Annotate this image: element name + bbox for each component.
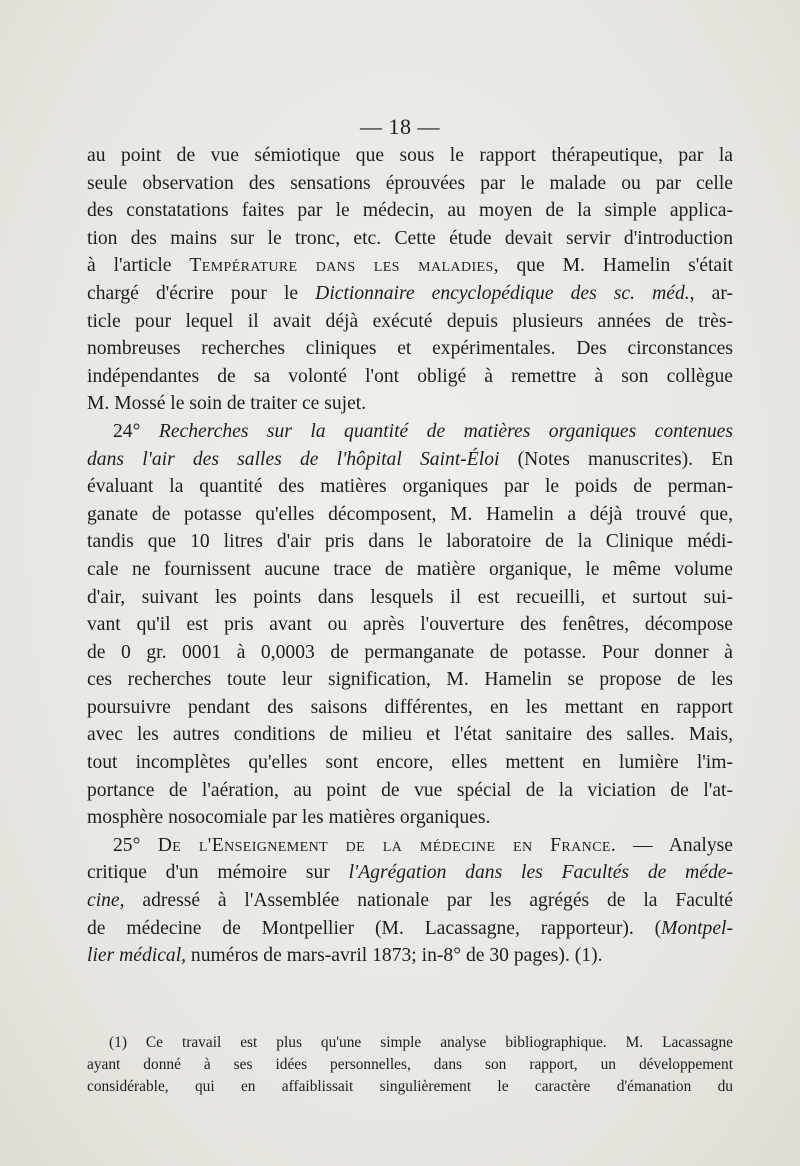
footnote-line: considérable, qui en affaiblissait singulièrement le caractère d'émanation du: [87, 1078, 733, 1095]
text-line: [87, 446, 733, 474]
italic-title: cine,: [87, 890, 125, 912]
text-line: [87, 252, 733, 280]
text-line: [87, 859, 733, 887]
text-line: vant qu'il est pris avant ou après l'ouverture des fenêtres, décompose: [87, 614, 733, 636]
text-run: , ar-: [689, 282, 733, 304]
small-caps-title: Température dans les maladies: [189, 255, 494, 277]
text-line: [87, 887, 733, 915]
paragraph-3: [87, 832, 733, 970]
text-line: portance de l'aération, au point de vue spécial de la viciation de l'at-: [87, 779, 733, 801]
italic-title: Recherches sur la quantité de matières organiques contenues: [158, 420, 733, 442]
text-line: nombreuses recherches cliniques et expérimentales. Des circonstances: [87, 338, 733, 360]
italic-title: dans l'air des salles de l'hôpital Saint-Éloi: [87, 448, 500, 470]
text-line: tout incomplètes qu'elles sont encore, elles mettent en lumière l'im-: [87, 752, 733, 774]
text-run: de médecine de Montpellier (M. Lacassagne, rapporteur). (: [87, 917, 662, 939]
text-line: [87, 418, 733, 446]
text-run: critique d'un mémoire sur: [87, 862, 349, 884]
page-number: — 18 —: [360, 114, 440, 139]
text-line: [87, 942, 733, 970]
text-run: numéros de mars-avril 1873; in-8° de 30 pages). (1).: [186, 945, 603, 967]
text-line: des constatations faites par le médecin, au moyen de la simple applica-: [87, 200, 733, 222]
text-line: poursuivre pendant des saisons différentes, en les mettant en rapport: [87, 696, 733, 718]
text-line: seule observation des sensations éprouvées par le malade ou par celle: [87, 172, 733, 194]
text-line: mosphère nosocomiale par les matières organiques.: [87, 807, 491, 829]
text-line: ces recherches toute leur signification, M. Hamelin se propose de les: [87, 669, 733, 691]
text-run: adressé à l'Assemblée nationale par les agrégés de la Faculté: [124, 890, 733, 912]
text-line: indépendantes de sa volonté l'ont obligé à remettre à son collègue: [87, 365, 733, 387]
text-line: [87, 280, 733, 308]
footnote-line: (1) Ce travail est plus qu'une simple analyse bibliographique. M. Lacassagne: [109, 1034, 733, 1051]
text-run: . — Analyse: [610, 834, 733, 856]
paragraph-1: [87, 142, 733, 418]
paragraph-2: [87, 418, 733, 832]
body-text: [87, 142, 733, 970]
text-line: [87, 832, 733, 860]
small-caps-title: De l'Enseignement de la médecine en France: [157, 834, 611, 856]
text-line: d'air, suivant les points dans lesquels il est recueilli, et surtout sui-: [87, 586, 733, 608]
text-line: [87, 915, 733, 943]
text-line: évaluant la quantité des matières organiques par le poids de perman-: [87, 476, 733, 498]
italic-title: Montpel-: [661, 917, 733, 939]
text-run: (Notes manuscrites). En: [499, 448, 733, 470]
text-line: de 0 gr. 0001 à 0,0003 de permanganate de potasse. Pour donner à: [87, 641, 733, 663]
text-line: ticle pour lequel il avait déjà exécuté depuis plusieurs années de très-: [87, 310, 733, 332]
text-line: M. Mossé le soin de traiter ce sujet.: [87, 393, 367, 415]
italic-title: Dictionnaire encyclopédique des sc. méd.: [315, 282, 690, 304]
text-line: cale ne fournissent aucune trace de matière organique, le même volume: [87, 558, 733, 580]
text-run: , que M. Hamelin s'était: [493, 255, 734, 277]
text-line: tion des mains sur le tronc, etc. Cette étude devait servir d'introduction: [87, 227, 733, 249]
italic-title: lier médical,: [87, 945, 187, 967]
italic-title: l'Agrégation dans les Facultés de méde-: [348, 862, 733, 884]
item-number: 25°: [113, 834, 141, 856]
text-line: avec les autres conditions de milieu et l'état sanitaire des salles. Mais,: [87, 724, 733, 746]
footnote: [87, 1032, 733, 1098]
text-line: ganate de potasse qu'elles décomposent, M. Hamelin a déjà trouvé que,: [87, 503, 733, 525]
text-line: au point de vue sémiotique que sous le rapport thérapeutique, par la: [87, 145, 733, 166]
item-number: 24°: [113, 420, 141, 442]
text-run: chargé d'écrire pour le: [87, 282, 316, 304]
text-run: à l'article: [87, 255, 190, 277]
text-line: tandis que 10 litres d'air pris dans le laboratoire de la Clinique médi-: [87, 531, 733, 553]
footnote-line: ayant donné à ses idées personnelles, dans son rapport, un développement: [87, 1056, 733, 1073]
